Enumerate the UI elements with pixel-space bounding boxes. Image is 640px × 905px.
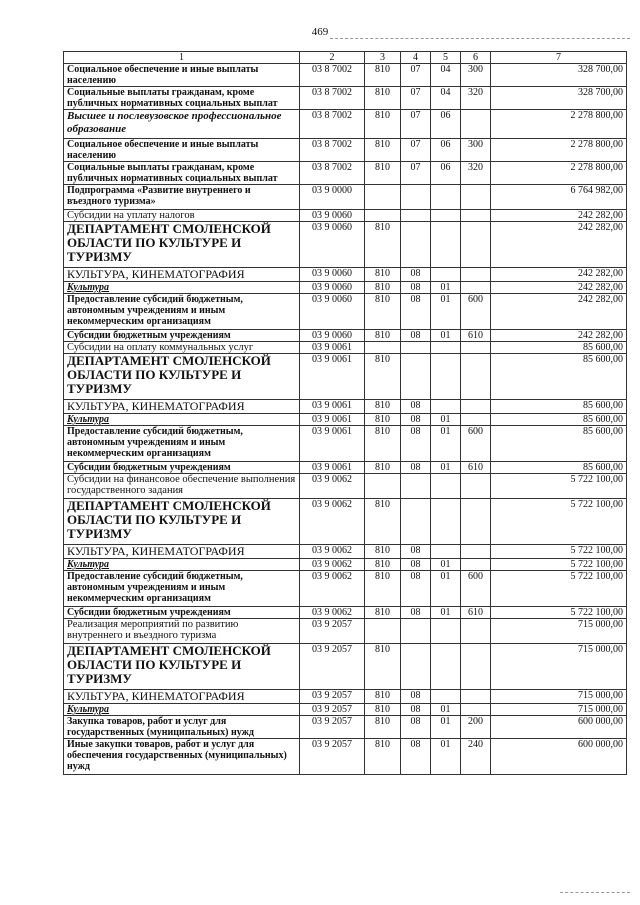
cell-item-name: КУЛЬТУРА, КИНЕМАТОГРАФИЯ: [64, 268, 300, 282]
cell-target-code: 03 9 0061: [300, 342, 365, 354]
cell-item-name: Субсидии на уплату налогов: [64, 210, 300, 222]
cell-section-code: [401, 342, 431, 354]
table-row: [64, 222, 627, 268]
cell-item-name: Субсидии бюджетным учреждениям: [64, 607, 300, 619]
table-row: [64, 354, 627, 400]
cell-subsection-code: 01: [431, 330, 461, 342]
cell-target-code: 03 8 7002: [300, 139, 365, 162]
table-row: [64, 426, 627, 462]
cell-section-code: [401, 210, 431, 222]
cell-subsection-code: [431, 644, 461, 690]
header-cell-6: 6: [461, 52, 491, 64]
table-row: [64, 690, 627, 704]
cell-item-name: Культура: [64, 704, 300, 716]
cell-subsection-code: 01: [431, 739, 461, 775]
cell-section-code: 08: [401, 545, 431, 559]
cell-section-code: 08: [401, 330, 431, 342]
cell-amount: 85 600,00: [491, 400, 627, 414]
table-row: [64, 704, 627, 716]
cell-section-code: [401, 619, 431, 644]
cell-department-code: 810: [365, 139, 401, 162]
table-row: [64, 571, 627, 607]
table-row: [64, 139, 627, 162]
table-row: [64, 110, 627, 139]
cell-section-code: [401, 499, 431, 545]
cell-section-code: 08: [401, 400, 431, 414]
table-row: [64, 619, 627, 644]
cell-expense-type-code: 610: [461, 462, 491, 474]
cell-section-code: 08: [401, 414, 431, 426]
cell-item-name: КУЛЬТУРА, КИНЕМАТОГРАФИЯ: [64, 690, 300, 704]
cell-amount: 5 722 100,00: [491, 607, 627, 619]
cell-amount: 715 000,00: [491, 704, 627, 716]
table-row: [64, 400, 627, 414]
cell-section-code: 08: [401, 559, 431, 571]
cell-subsection-code: [431, 690, 461, 704]
cell-target-code: 03 9 2057: [300, 739, 365, 775]
cell-department-code: 810: [365, 499, 401, 545]
cell-target-code: 03 9 2057: [300, 690, 365, 704]
cell-subsection-code: [431, 185, 461, 210]
table-row: [64, 64, 627, 87]
table-row: [64, 210, 627, 222]
cell-subsection-code: 01: [431, 716, 461, 739]
cell-section-code: 08: [401, 716, 431, 739]
table-row: [64, 474, 627, 499]
cell-subsection-code: 06: [431, 162, 461, 185]
cell-amount: 5 722 100,00: [491, 571, 627, 607]
cell-expense-type-code: [461, 619, 491, 644]
cell-expense-type-code: [461, 210, 491, 222]
cell-expense-type-code: [461, 282, 491, 294]
cell-expense-type-code: [461, 268, 491, 282]
cell-department-code: 810: [365, 268, 401, 282]
cell-section-code: 07: [401, 139, 431, 162]
cell-item-name: Реализация мероприятий по развитию внутреннего и въездного туризма: [64, 619, 300, 644]
cell-department-code: 810: [365, 739, 401, 775]
cell-amount: 5 722 100,00: [491, 545, 627, 559]
cell-subsection-code: 01: [431, 607, 461, 619]
cell-subsection-code: [431, 474, 461, 499]
cell-expense-type-code: [461, 110, 491, 139]
cell-item-name: Закупка товаров, работ и услуг для государственных (муниципальных) нужд: [64, 716, 300, 739]
cell-amount: 5 722 100,00: [491, 474, 627, 499]
cell-department-code: 810: [365, 462, 401, 474]
cell-subsection-code: 01: [431, 282, 461, 294]
cell-subsection-code: [431, 210, 461, 222]
cell-item-name: Предоставление субсидий бюджетным, автономным учреждениям и иным некоммерческим организациям: [64, 294, 300, 330]
cell-section-code: [401, 222, 431, 268]
cell-expense-type-code: [461, 474, 491, 499]
cell-target-code: 03 9 0061: [300, 414, 365, 426]
cell-department-code: 810: [365, 607, 401, 619]
cell-expense-type-code: [461, 414, 491, 426]
cell-amount: 2 278 800,00: [491, 162, 627, 185]
cell-item-name: Социальные выплаты гражданам, кроме публичных нормативных социальных выплат: [64, 162, 300, 185]
table-row: [64, 499, 627, 545]
cell-section-code: 07: [401, 110, 431, 139]
cell-item-name: Социальное обеспечение и иные выплаты населению: [64, 139, 300, 162]
cell-subsection-code: 04: [431, 87, 461, 110]
cell-target-code: 03 8 7002: [300, 110, 365, 139]
cell-section-code: 08: [401, 704, 431, 716]
cell-department-code: 810: [365, 716, 401, 739]
table-row: [64, 268, 627, 282]
cell-item-name: Подпрограмма «Развитие внутреннего и въездного туризма»: [64, 185, 300, 210]
cell-target-code: 03 9 0061: [300, 400, 365, 414]
cell-expense-type-code: 600: [461, 294, 491, 330]
cell-section-code: 08: [401, 739, 431, 775]
cell-target-code: 03 9 0060: [300, 210, 365, 222]
cell-amount: 85 600,00: [491, 342, 627, 354]
cell-department-code: 810: [365, 294, 401, 330]
table-row: [64, 185, 627, 210]
cell-target-code: 03 9 2057: [300, 619, 365, 644]
cell-section-code: 08: [401, 462, 431, 474]
cell-subsection-code: [431, 499, 461, 545]
cell-section-code: [401, 474, 431, 499]
cell-item-name: Высшее и послевузовское профессиональное образование: [64, 110, 300, 139]
cell-item-name: Предоставление субсидий бюджетным, автономным учреждениям и иным некоммерческим организациям: [64, 571, 300, 607]
cell-expense-type-code: 600: [461, 571, 491, 607]
cell-department-code: 810: [365, 559, 401, 571]
table-row: [64, 294, 627, 330]
table-row: [64, 607, 627, 619]
cell-item-name: КУЛЬТУРА, КИНЕМАТОГРАФИЯ: [64, 400, 300, 414]
cell-subsection-code: 06: [431, 139, 461, 162]
cell-target-code: 03 9 0060: [300, 282, 365, 294]
cell-department-code: [365, 185, 401, 210]
cell-amount: 6 764 982,00: [491, 185, 627, 210]
cell-amount: 242 282,00: [491, 330, 627, 342]
cell-section-code: [401, 644, 431, 690]
cell-item-name: Культура: [64, 559, 300, 571]
cell-amount: 328 700,00: [491, 87, 627, 110]
table-row: [64, 739, 627, 775]
table-row: [64, 716, 627, 739]
cell-amount: 242 282,00: [491, 210, 627, 222]
cell-target-code: 03 9 0062: [300, 499, 365, 545]
table-row: [64, 414, 627, 426]
cell-expense-type-code: 320: [461, 162, 491, 185]
header-cell-4: 4: [401, 52, 431, 64]
cell-section-code: 08: [401, 607, 431, 619]
cell-department-code: 810: [365, 571, 401, 607]
cell-subsection-code: 01: [431, 704, 461, 716]
cell-subsection-code: 01: [431, 571, 461, 607]
cell-subsection-code: [431, 619, 461, 644]
cell-subsection-code: 01: [431, 426, 461, 462]
cell-target-code: 03 9 0062: [300, 571, 365, 607]
cell-amount: 600 000,00: [491, 716, 627, 739]
cell-amount: 242 282,00: [491, 282, 627, 294]
cell-subsection-code: [431, 222, 461, 268]
cell-amount: 715 000,00: [491, 644, 627, 690]
cell-target-code: 03 9 0061: [300, 462, 365, 474]
cell-section-code: 07: [401, 162, 431, 185]
header-row: [64, 52, 627, 64]
cell-amount: 85 600,00: [491, 354, 627, 400]
header-cell-3: 3: [365, 52, 401, 64]
cell-section-code: 08: [401, 294, 431, 330]
cell-department-code: 810: [365, 400, 401, 414]
cell-subsection-code: 01: [431, 294, 461, 330]
cell-department-code: 810: [365, 110, 401, 139]
cell-expense-type-code: 300: [461, 64, 491, 87]
cell-amount: 85 600,00: [491, 462, 627, 474]
cell-expense-type-code: [461, 342, 491, 354]
budget-table: [63, 51, 627, 775]
cell-item-name: Субсидии бюджетным учреждениям: [64, 330, 300, 342]
cell-subsection-code: 04: [431, 64, 461, 87]
header-rule: [330, 38, 630, 39]
cell-expense-type-code: [461, 400, 491, 414]
cell-expense-type-code: 600: [461, 426, 491, 462]
cell-target-code: 03 9 0062: [300, 545, 365, 559]
cell-target-code: 03 8 7002: [300, 64, 365, 87]
cell-item-name: Субсидии на финансовое обеспечение выполнения государственного задания: [64, 474, 300, 499]
cell-item-name: ДЕПАРТАМЕНТ СМОЛЕНСКОЙ ОБЛАСТИ ПО КУЛЬТУРЕ И ТУРИЗМУ: [64, 644, 300, 690]
cell-subsection-code: [431, 354, 461, 400]
cell-department-code: 810: [365, 426, 401, 462]
cell-amount: 5 722 100,00: [491, 499, 627, 545]
cell-subsection-code: [431, 342, 461, 354]
cell-item-name: Социальные выплаты гражданам, кроме публичных нормативных социальных выплат: [64, 87, 300, 110]
header-cell-2: 2: [300, 52, 365, 64]
cell-target-code: 03 9 2057: [300, 644, 365, 690]
cell-expense-type-code: [461, 354, 491, 400]
cell-expense-type-code: [461, 690, 491, 704]
cell-target-code: 03 9 0062: [300, 559, 365, 571]
cell-section-code: 08: [401, 690, 431, 704]
cell-amount: 85 600,00: [491, 426, 627, 462]
table-row: [64, 545, 627, 559]
cell-section-code: 08: [401, 282, 431, 294]
cell-subsection-code: 01: [431, 462, 461, 474]
table-row: [64, 330, 627, 342]
cell-target-code: 03 9 0060: [300, 330, 365, 342]
cell-section-code: 07: [401, 87, 431, 110]
cell-expense-type-code: [461, 559, 491, 571]
cell-target-code: 03 9 0060: [300, 222, 365, 268]
cell-target-code: 03 8 7002: [300, 87, 365, 110]
cell-section-code: 08: [401, 268, 431, 282]
cell-subsection-code: 01: [431, 559, 461, 571]
cell-expense-type-code: 320: [461, 87, 491, 110]
cell-target-code: 03 9 0061: [300, 426, 365, 462]
cell-item-name: Иные закупки товаров, работ и услуг для обеспечения государственных (муниципальных) нужд: [64, 739, 300, 775]
cell-department-code: 810: [365, 690, 401, 704]
cell-section-code: 08: [401, 426, 431, 462]
cell-item-name: Культура: [64, 282, 300, 294]
table-row: [64, 282, 627, 294]
cell-department-code: 810: [365, 330, 401, 342]
cell-target-code: 03 8 7002: [300, 162, 365, 185]
footer-rule: [560, 892, 630, 893]
cell-amount: 715 000,00: [491, 619, 627, 644]
cell-subsection-code: 01: [431, 414, 461, 426]
cell-amount: 2 278 800,00: [491, 139, 627, 162]
cell-target-code: 03 9 2057: [300, 716, 365, 739]
cell-department-code: 810: [365, 64, 401, 87]
table-row: [64, 462, 627, 474]
cell-department-code: 810: [365, 282, 401, 294]
cell-amount: 600 000,00: [491, 739, 627, 775]
cell-item-name: Предоставление субсидий бюджетным, автономным учреждениям и иным некоммерческим организациям: [64, 426, 300, 462]
cell-amount: 328 700,00: [491, 64, 627, 87]
cell-department-code: [365, 210, 401, 222]
cell-section-code: [401, 354, 431, 400]
cell-department-code: 810: [365, 354, 401, 400]
header-cell-7: 7: [491, 52, 627, 64]
cell-expense-type-code: [461, 185, 491, 210]
cell-expense-type-code: 200: [461, 716, 491, 739]
cell-expense-type-code: 300: [461, 139, 491, 162]
cell-target-code: 03 9 0000: [300, 185, 365, 210]
cell-target-code: 03 9 0062: [300, 474, 365, 499]
cell-amount: 2 278 800,00: [491, 110, 627, 139]
cell-item-name: Культура: [64, 414, 300, 426]
cell-amount: 242 282,00: [491, 222, 627, 268]
cell-expense-type-code: [461, 704, 491, 716]
cell-target-code: 03 9 0060: [300, 268, 365, 282]
cell-expense-type-code: 240: [461, 739, 491, 775]
cell-expense-type-code: [461, 545, 491, 559]
cell-section-code: [401, 185, 431, 210]
cell-item-name: ДЕПАРТАМЕНТ СМОЛЕНСКОЙ ОБЛАСТИ ПО КУЛЬТУРЕ И ТУРИЗМУ: [64, 354, 300, 400]
cell-expense-type-code: [461, 644, 491, 690]
table-row: [64, 87, 627, 110]
header-cell-5: 5: [431, 52, 461, 64]
cell-department-code: 810: [365, 414, 401, 426]
table-row: [64, 162, 627, 185]
cell-amount: 5 722 100,00: [491, 559, 627, 571]
cell-subsection-code: [431, 545, 461, 559]
cell-department-code: 810: [365, 644, 401, 690]
cell-section-code: 08: [401, 571, 431, 607]
cell-item-name: КУЛЬТУРА, КИНЕМАТОГРАФИЯ: [64, 545, 300, 559]
cell-subsection-code: [431, 400, 461, 414]
table-row: [64, 342, 627, 354]
table-row: [64, 559, 627, 571]
cell-department-code: 810: [365, 222, 401, 268]
cell-item-name: Социальное обеспечение и иные выплаты населению: [64, 64, 300, 87]
cell-amount: 715 000,00: [491, 690, 627, 704]
cell-target-code: 03 9 0060: [300, 294, 365, 330]
cell-department-code: 810: [365, 704, 401, 716]
cell-target-code: 03 9 2057: [300, 704, 365, 716]
cell-section-code: 07: [401, 64, 431, 87]
header-cell-1: 1: [64, 52, 300, 64]
page-number: 469: [311, 26, 329, 38]
cell-item-name: Субсидии бюджетным учреждениям: [64, 462, 300, 474]
cell-target-code: 03 9 0062: [300, 607, 365, 619]
cell-subsection-code: 06: [431, 110, 461, 139]
cell-department-code: [365, 619, 401, 644]
cell-target-code: 03 9 0061: [300, 354, 365, 400]
cell-item-name: Субсидии на оплату коммунальных услуг: [64, 342, 300, 354]
table-row: [64, 644, 627, 690]
cell-amount: 85 600,00: [491, 414, 627, 426]
cell-item-name: ДЕПАРТАМЕНТ СМОЛЕНСКОЙ ОБЛАСТИ ПО КУЛЬТУРЕ И ТУРИЗМУ: [64, 499, 300, 545]
cell-expense-type-code: [461, 499, 491, 545]
cell-department-code: 810: [365, 545, 401, 559]
cell-department-code: [365, 342, 401, 354]
cell-expense-type-code: [461, 222, 491, 268]
cell-item-name: ДЕПАРТАМЕНТ СМОЛЕНСКОЙ ОБЛАСТИ ПО КУЛЬТУРЕ И ТУРИЗМУ: [64, 222, 300, 268]
cell-department-code: 810: [365, 162, 401, 185]
cell-amount: 242 282,00: [491, 294, 627, 330]
cell-subsection-code: [431, 268, 461, 282]
cell-expense-type-code: 610: [461, 330, 491, 342]
cell-department-code: [365, 474, 401, 499]
cell-expense-type-code: 610: [461, 607, 491, 619]
cell-amount: 242 282,00: [491, 268, 627, 282]
cell-department-code: 810: [365, 87, 401, 110]
